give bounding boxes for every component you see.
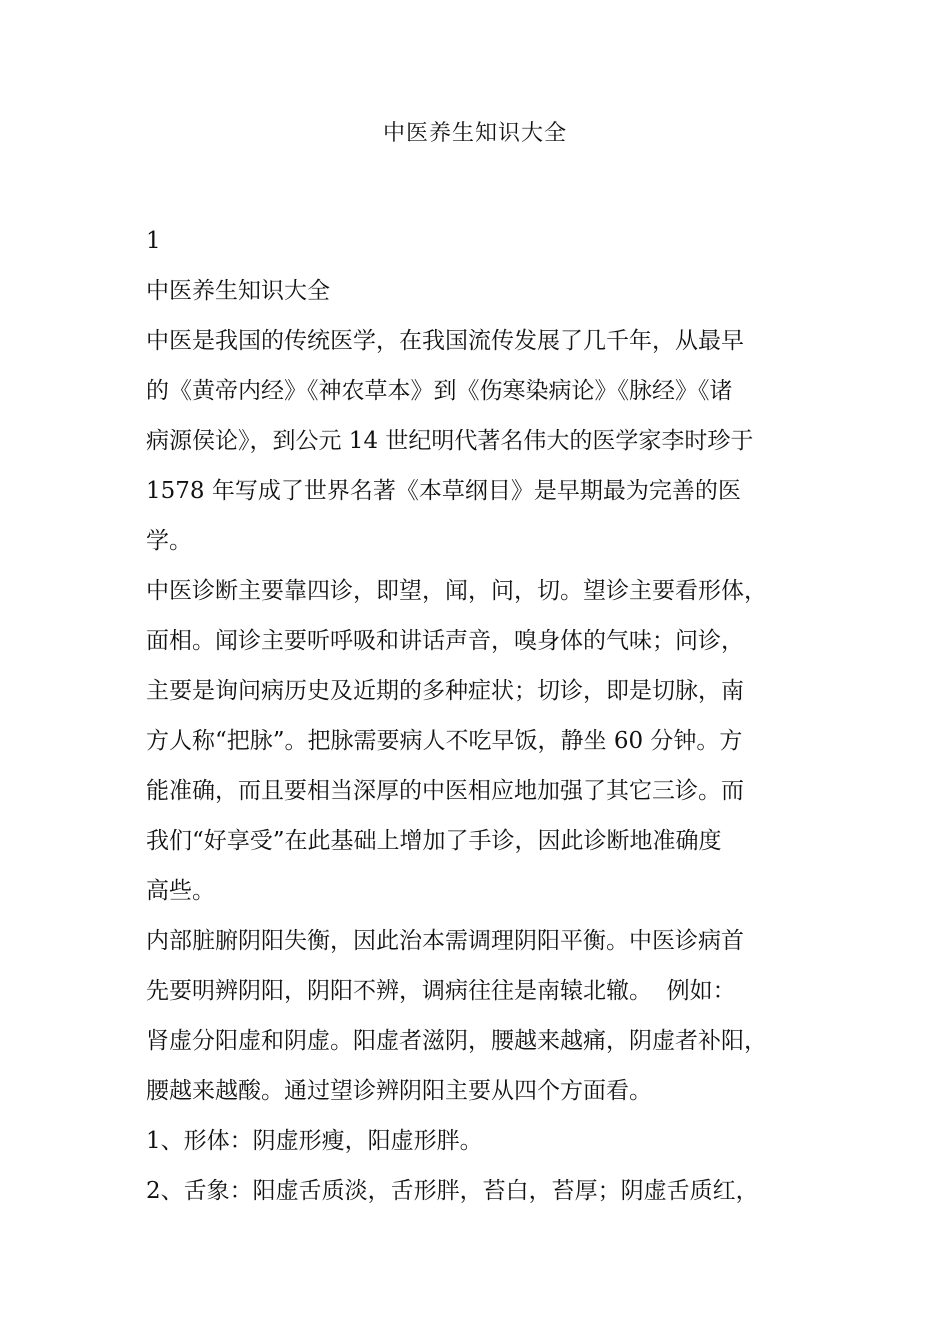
text-line: 学。 <box>146 528 192 554</box>
text-line: 先要明辨阴阳，阴阳不辨，调病往往是南辕北辙。 例如： <box>146 978 736 1004</box>
text-line: 我们“好享受”在此基础上增加了手诊，因此诊断地准确度 <box>146 828 722 854</box>
text-line: 1578 年写成了世界名著《本草纲目》是早期最为完善的医 <box>146 478 741 504</box>
list-item: 2、舌象：阳虚舌质淡，舌形胖，苔白，苔厚；阴虚舌质红， <box>146 1178 759 1204</box>
section-heading: 中医养生知识大全 <box>146 278 330 304</box>
text-line: 能准确，而且要相当深厚的中医相应地加强了其它三诊。而 <box>146 778 744 804</box>
list-item: 1、形体：阴虚形瘦，阳虚形胖。 <box>146 1128 483 1154</box>
text-line: 高些。 <box>146 878 215 904</box>
text-line: 腰越来越酸。通过望诊辨阴阳主要从四个方面看。 <box>146 1078 652 1104</box>
text-line: 病源侯论》，到公元 14 世纪明代著名伟大的医学家李时珍于 <box>146 428 754 454</box>
text-line: 肾虚分阳虚和阴虚。阳虚者滋阴，腰越来越痛，阴虚者补阳， <box>146 1028 767 1054</box>
text-line: 方人称“把脉”。把脉需要病人不吃早饭，静坐 60 分钟。方 <box>146 728 743 754</box>
text-line: 中医是我国的传统医学，在我国流传发展了几千年，从最早 <box>146 328 744 354</box>
document-title: 中医养生知识大全 <box>382 121 567 146</box>
document-body <box>146 216 811 1216</box>
text-line: 内部脏腑阴阳失衡，因此治本需调理阴阳平衡。中医诊病首 <box>146 928 744 954</box>
text-line: 中医诊断主要靠四诊，即望，闻，问，切。望诊主要看形体， <box>146 578 767 604</box>
page-number-line: 1 <box>146 228 161 254</box>
text-line: 的《黄帝内经》《神农草本》到《伤寒染病论》《脉经》《诸 <box>146 378 733 404</box>
text-line: 面相。闻诊主要听呼吸和讲话声音，嗅身体的气味；问诊， <box>146 628 744 654</box>
text-line: 主要是询问病历史及近期的多种症状；切诊，即是切脉，南 <box>146 678 744 704</box>
